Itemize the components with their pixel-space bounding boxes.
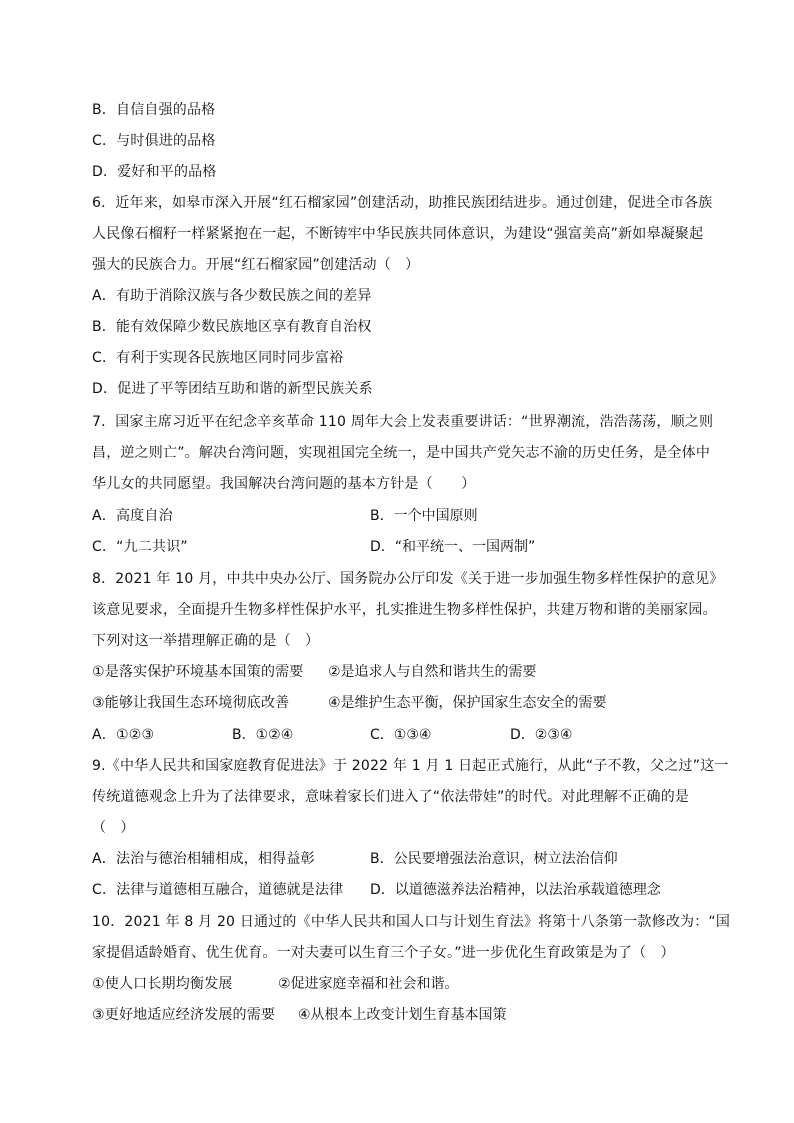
q5-option-c: C．与时俱进的品格 xyxy=(92,133,216,149)
q6-stem-line-3: 强大的民族合力。开展“红石榴家园”创建活动（ ） xyxy=(92,257,420,273)
q9-stem-line-3: （ ） xyxy=(92,820,135,836)
q9-option-b: B．公民要增强法治意识，树立法治信仰 xyxy=(370,851,618,867)
q8-statement-2: ②是追求人与自然和谐共生的需要 xyxy=(328,664,537,680)
q6-option-c: C．有利于实现各民族地区同时同步富裕 xyxy=(92,350,344,366)
q7-option-c: C．“九二共识” xyxy=(92,539,188,555)
q8-option-c: C．①③④ xyxy=(370,727,432,743)
q10-stem-line-1: 10．2021 年 8 月 20 日通过的《中华人民共和国人口与计划生育法》将第十八条第一款修改为：“国 xyxy=(92,914,731,930)
q10-statement-4: ④从根本上改变计划生育基本国策 xyxy=(298,1007,507,1023)
q8-statement-1: ①是落实保护环境基本国策的需要 xyxy=(92,664,304,680)
q8-option-a: A．①②③ xyxy=(92,727,155,743)
q7-option-b: B．一个中国原则 xyxy=(370,508,478,524)
q8-statement-3: ③能够让我国生态环境彻底改善 xyxy=(92,695,290,711)
q7-option-d: D．“和平统一、一国两制” xyxy=(370,539,536,555)
q6-stem-line-2: 人民像石榴籽一样紧紧抱在一起，不断铸牢中华民族共同体意识，为建设“强富美高”新如皋凝聚起 xyxy=(92,226,704,242)
q9-option-a: A．法治与德治相辅相成，相得益彰 xyxy=(92,851,315,867)
q6-stem-line-1: 6．近年来，如皋市深入开展“红石榴家园”创建活动，助推民族团结进步。通过创建，促进全市各族 xyxy=(92,195,713,211)
q7-option-a: A．高度自治 xyxy=(92,508,173,524)
q9-option-d: D．以道德滋养法治精神，以法治承载道德理念 xyxy=(370,882,661,898)
q8-option-b: B．①②④ xyxy=(232,727,294,743)
q7-stem-line-2: 昌，逆之则亡”。解决台湾问题，实现祖国完全统一，是中国共产党矢志不渝的历史任务，是全体中 xyxy=(92,445,711,461)
q6-option-a: A．有助于消除汉族与各少数民族之间的差异 xyxy=(92,288,372,304)
q6-option-d: D．促进了平等团结互助和谐的新型民族关系 xyxy=(92,381,373,397)
q7-stem-line-1: 7．国家主席习近平在纪念辛亥革命 110 周年大会上发表重要讲话：“世界潮流，浩浩荡荡，顺之则 xyxy=(92,414,714,430)
q10-statement-2: ②促进家庭幸福和社会和谐。 xyxy=(278,976,459,992)
q5-option-b: B．自信自强的品格 xyxy=(92,102,216,118)
q9-option-c: C．法律与道德相互融合，道德就是法律 xyxy=(92,882,344,898)
q8-stem-line-1: 8．2021 年 10 月，中共中央办公厅、国务院办公厅印发《关于进一步加强生物多样性保护的意见》 xyxy=(92,571,724,587)
q10-stem-line-2: 家提倡适龄婚育、优生优育。一对夫妻可以生育三个子女。”进一步优化生育政策是为了（ ） xyxy=(92,945,675,961)
q8-stem-line-2: 该意见要求，全面提升生物多样性保护水平，扎实推进生物多样性保护，共建万物和谐的美丽家园。 xyxy=(92,602,717,618)
q10-statement-3: ③更好地适应经济发展的需要 xyxy=(92,1007,276,1023)
q8-stem-line-3: 下列对这一举措理解正确的是（ ） xyxy=(92,633,320,649)
q5-option-d: D．爱好和平的品格 xyxy=(92,164,217,180)
q9-stem-line-1: 9.《中华人民共和国家庭教育促进法》于 2022 年 1 月 1 日起正式施行，从此“子不教，父之过”这一 xyxy=(92,758,729,774)
q9-stem-line-2: 传统道德观念上升为了法律要求，意味着家长们进入了“依法带娃”的时代。对此理解不正确的是 xyxy=(92,789,690,805)
q10-statement-1: ①使人口长期均衡发展 xyxy=(92,976,233,992)
q8-option-d: D．②③④ xyxy=(510,727,573,743)
q7-stem-line-3: 华儿女的共同愿望。我国解决台湾问题的基本方针是（ ） xyxy=(92,476,476,492)
q6-option-b: B．能有效保障少数民族地区享有教育自治权 xyxy=(92,319,372,335)
q8-statement-4: ④是维护生态平衡，保护国家生态安全的需要 xyxy=(328,695,607,711)
